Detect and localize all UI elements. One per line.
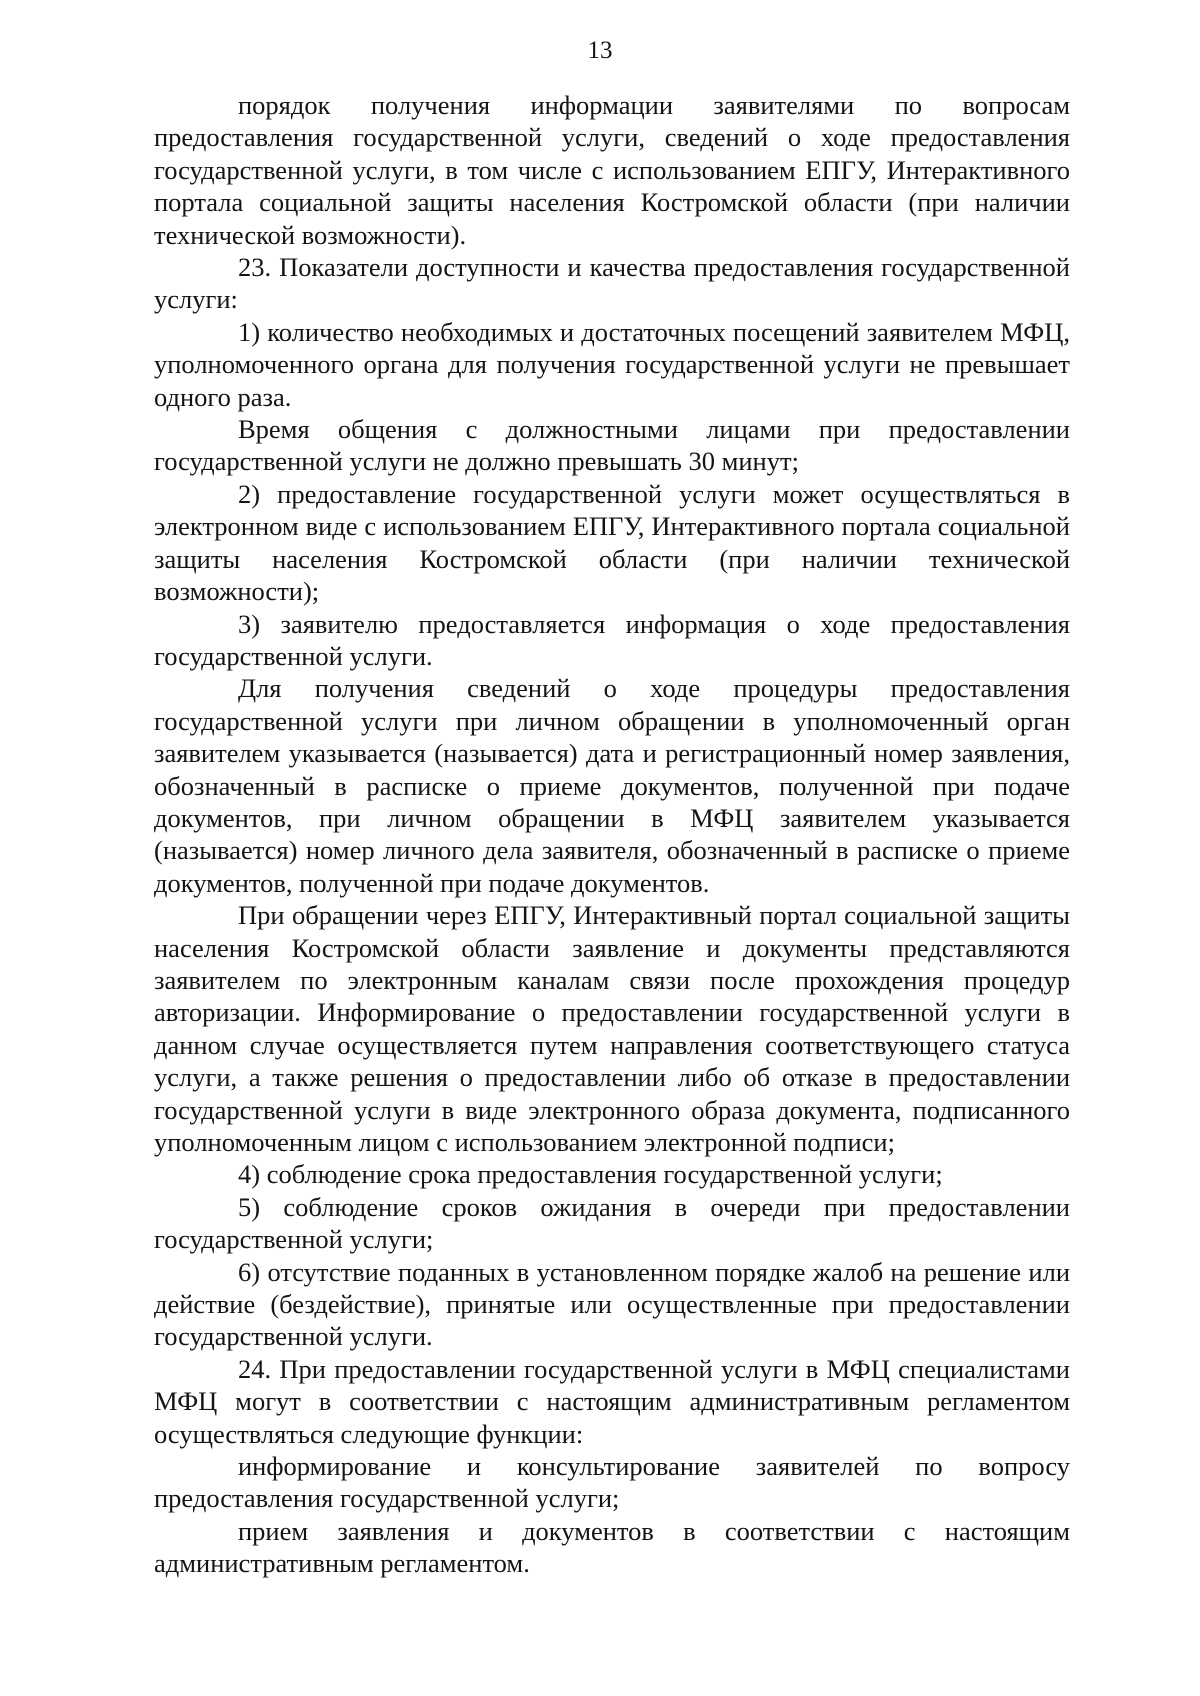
- paragraph: 3) заявителю предоставляется информация о ходе предоставления государственной услуги.: [154, 608, 1070, 671]
- paragraph: 23. Показатели доступности и качества предоставления государственной услуги:: [154, 252, 1070, 315]
- paragraph: порядок получения информации заявителями по вопросам предоставления государственной услуги, сведений о ходе предоставления государственной услуги, в том числе с использованием ЕПГУ, Интерактивного портала социальной защиты населения Костромской области (при наличии технической возможности).: [154, 90, 1070, 250]
- paragraph: 4) соблюдение срока предоставления государственной услуги;: [238, 1159, 943, 1190]
- paragraph: прием заявления и документов в соответствии с настоящим административным регламентом.: [154, 1515, 1070, 1579]
- document-body: [154, 89, 1070, 1580]
- paragraph: 6) отсутствие поданных в установленном порядке жалоб на решение или действие (бездействие), принятые или осуществленные при предоставлении государственной услуги.: [154, 1256, 1070, 1352]
- paragraph: 2) предоставление государственной услуги может осуществляться в электронном виде с использованием ЕПГУ, Интерактивного портала социальной защиты населения Костромской области (при наличии технической возможности);: [154, 478, 1070, 607]
- page-number: 13: [587, 37, 613, 64]
- paragraph: 1) количество необходимых и достаточных посещений заявителем МФЦ, уполномоченного органа для получения государственной услуги не превышает одного раза.: [154, 316, 1070, 412]
- paragraph: 24. При предоставлении государственной услуги в МФЦ специалистами МФЦ могут в соответствии с настоящим административным регламентом осуществляться следующие функции:: [154, 1353, 1070, 1449]
- paragraph: Для получения сведений о ходе процедуры предоставления государственной услуги при личном обращении в уполномоченный орган заявителем указывается (называется) дата и регистрационный номер заявления, обозначенный в расписке о приеме документов, полученной при подаче документов, при личном обращении в МФЦ заявителем указывается (называется) номер личного дела заявителя, обозначенный в расписке о приеме документов, полученной при подаче документов.: [154, 673, 1070, 898]
- paragraph: 5) соблюдение сроков ожидания в очереди при предоставлении государственной услуги;: [154, 1191, 1070, 1255]
- paragraph: При обращении через ЕПГУ, Интерактивный портал социальной защиты населения Костромской области заявление и документы представляются заявителем по электронным каналам связи после прохождения процедур авторизации. Информирование о предоставлении государственной услуги в данном случае осуществляется путем направления соответствующего статуса услуги, а также решения о предоставлении либо об отказе в предоставлении государственной услуги в виде электронного образа документа, подписанного уполномоченным лицом с использованием электронной подписи;: [154, 900, 1070, 1157]
- paragraph: Время общения с должностными лицами при предоставлении государственной услуги не должно превышать 30 минут;: [154, 414, 1070, 477]
- paragraph: информирование и консультирование заявителей по вопросу предоставления государственной услуги;: [154, 1451, 1070, 1514]
